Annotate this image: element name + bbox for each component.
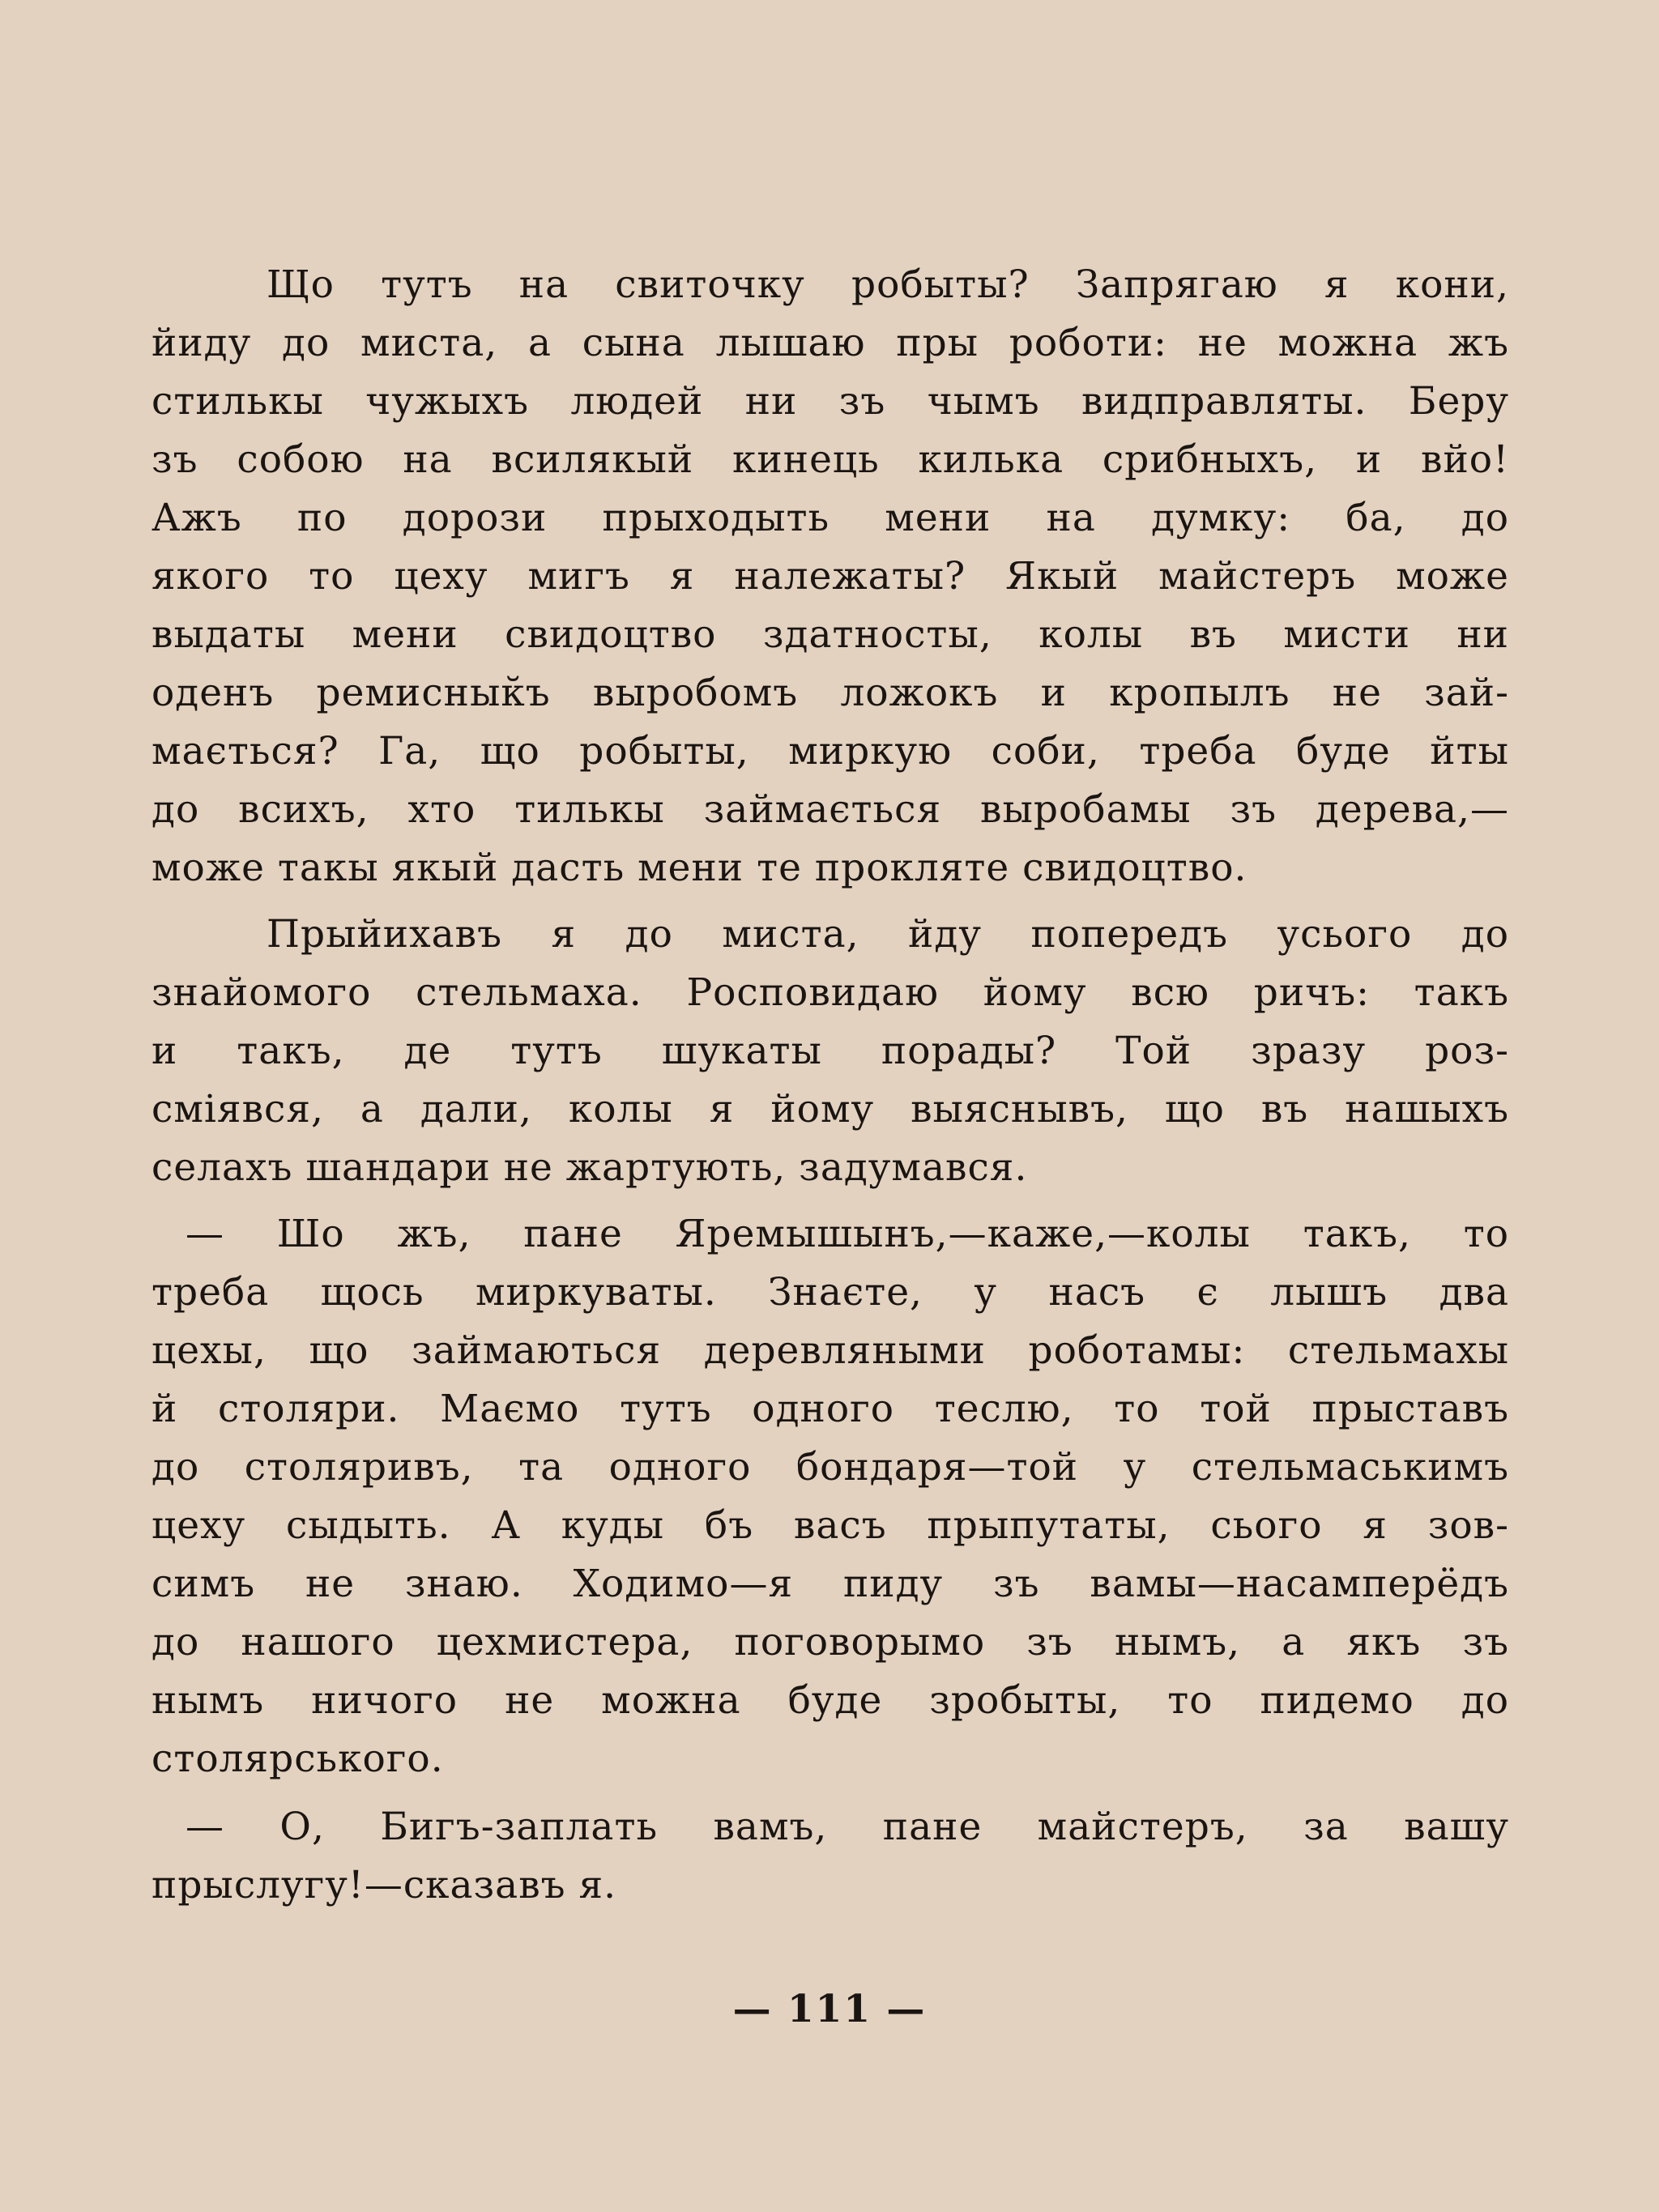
text-line: цеху сыдыть. А куды бъ васъ прыпутаты, сього я зов- [151, 1503, 1509, 1548]
text-line: выдаты мени свидоцтво здатносты, колы въ мисти ни [151, 612, 1509, 657]
text-line: мається? Га, що робыты, миркую соби, треба буде йты [151, 729, 1509, 774]
paragraph-4 [151, 1798, 1509, 1915]
text-line: Ажъ по дорози прыходыть мени на думку: ба, до [151, 496, 1509, 540]
text-line: зъ собою на всилякый кинець килька срибныхъ, и вйо! [151, 437, 1509, 482]
text-line: йиду до миста, а сына лышаю пры роботи: не можна жъ [151, 321, 1509, 365]
text-line: смiявся, а дали, колы я йому выяснывъ, що въ нашыхъ [151, 1087, 1509, 1132]
text-line: — О, Бигъ-заплать вамъ, пане майстеръ, за вашу [186, 1805, 1509, 1849]
text-line: й столяри. Маємо тутъ одного теслю, то той прыставъ [151, 1387, 1509, 1431]
text-line: стилькы чужыхъ людей ни зъ чымъ видправляты. Беру [151, 379, 1509, 424]
text-line: столярського. [151, 1737, 444, 1781]
text-line: цехы, що займаються деревляными роботамы: стельмахы [151, 1328, 1509, 1373]
text-line: до столяривъ, та одного бондаря—той у стельмаськимъ [151, 1445, 1509, 1490]
text-line: нымъ ничого не можна буде зробыты, то пидемо до [151, 1678, 1509, 1723]
text-line: оденъ ремиснык̆ъ выробомъ ложокъ и кропылъ не зай- [151, 671, 1509, 715]
text-line: и такъ, де тутъ шукаты порады? Той зразу роз- [151, 1029, 1509, 1073]
text-line: — Шо жъ, пане Яремышынъ,—каже,—колы такъ, то [186, 1212, 1509, 1256]
text-line: Прыйихавъ я до миста, йду попередъ усього до [267, 912, 1509, 957]
text-line: треба щось миркуваты. Знаєте, у насъ є лышъ два [151, 1270, 1509, 1315]
text-line: симъ не знаю. Ходимо—я пиду зъ вамы—насамперёдъ [151, 1562, 1509, 1606]
paragraph-2 [151, 906, 1509, 1197]
text-line: прыслугу!—сказавъ я. [151, 1863, 617, 1907]
text-line: Що тутъ на свиточку робыты? Запрягаю я кони, [267, 262, 1509, 307]
text-line: до всихъ, хто тилькы займається выробамы зъ дерева,— [151, 787, 1509, 832]
paragraph-1 [151, 256, 1509, 897]
page-number: — 111 — [732, 1987, 927, 2031]
text-line: до нашого цехмистера, поговорымо зъ нымъ, а якъ зъ [151, 1620, 1509, 1664]
text-line: якого то цеху мигъ я належаты? Якый майстеръ може [151, 554, 1509, 599]
body-text [151, 256, 1509, 1915]
text-line: знайомого стельмаха. Росповидаю йому всю ричъ: такъ [151, 970, 1509, 1015]
text-line: може такы якый дасть мени те прокляте свидоцтво. [151, 846, 1247, 890]
paragraph-3 [151, 1205, 1509, 1788]
text-line: селахъ шандари не жартують, задумався. [151, 1145, 1028, 1190]
